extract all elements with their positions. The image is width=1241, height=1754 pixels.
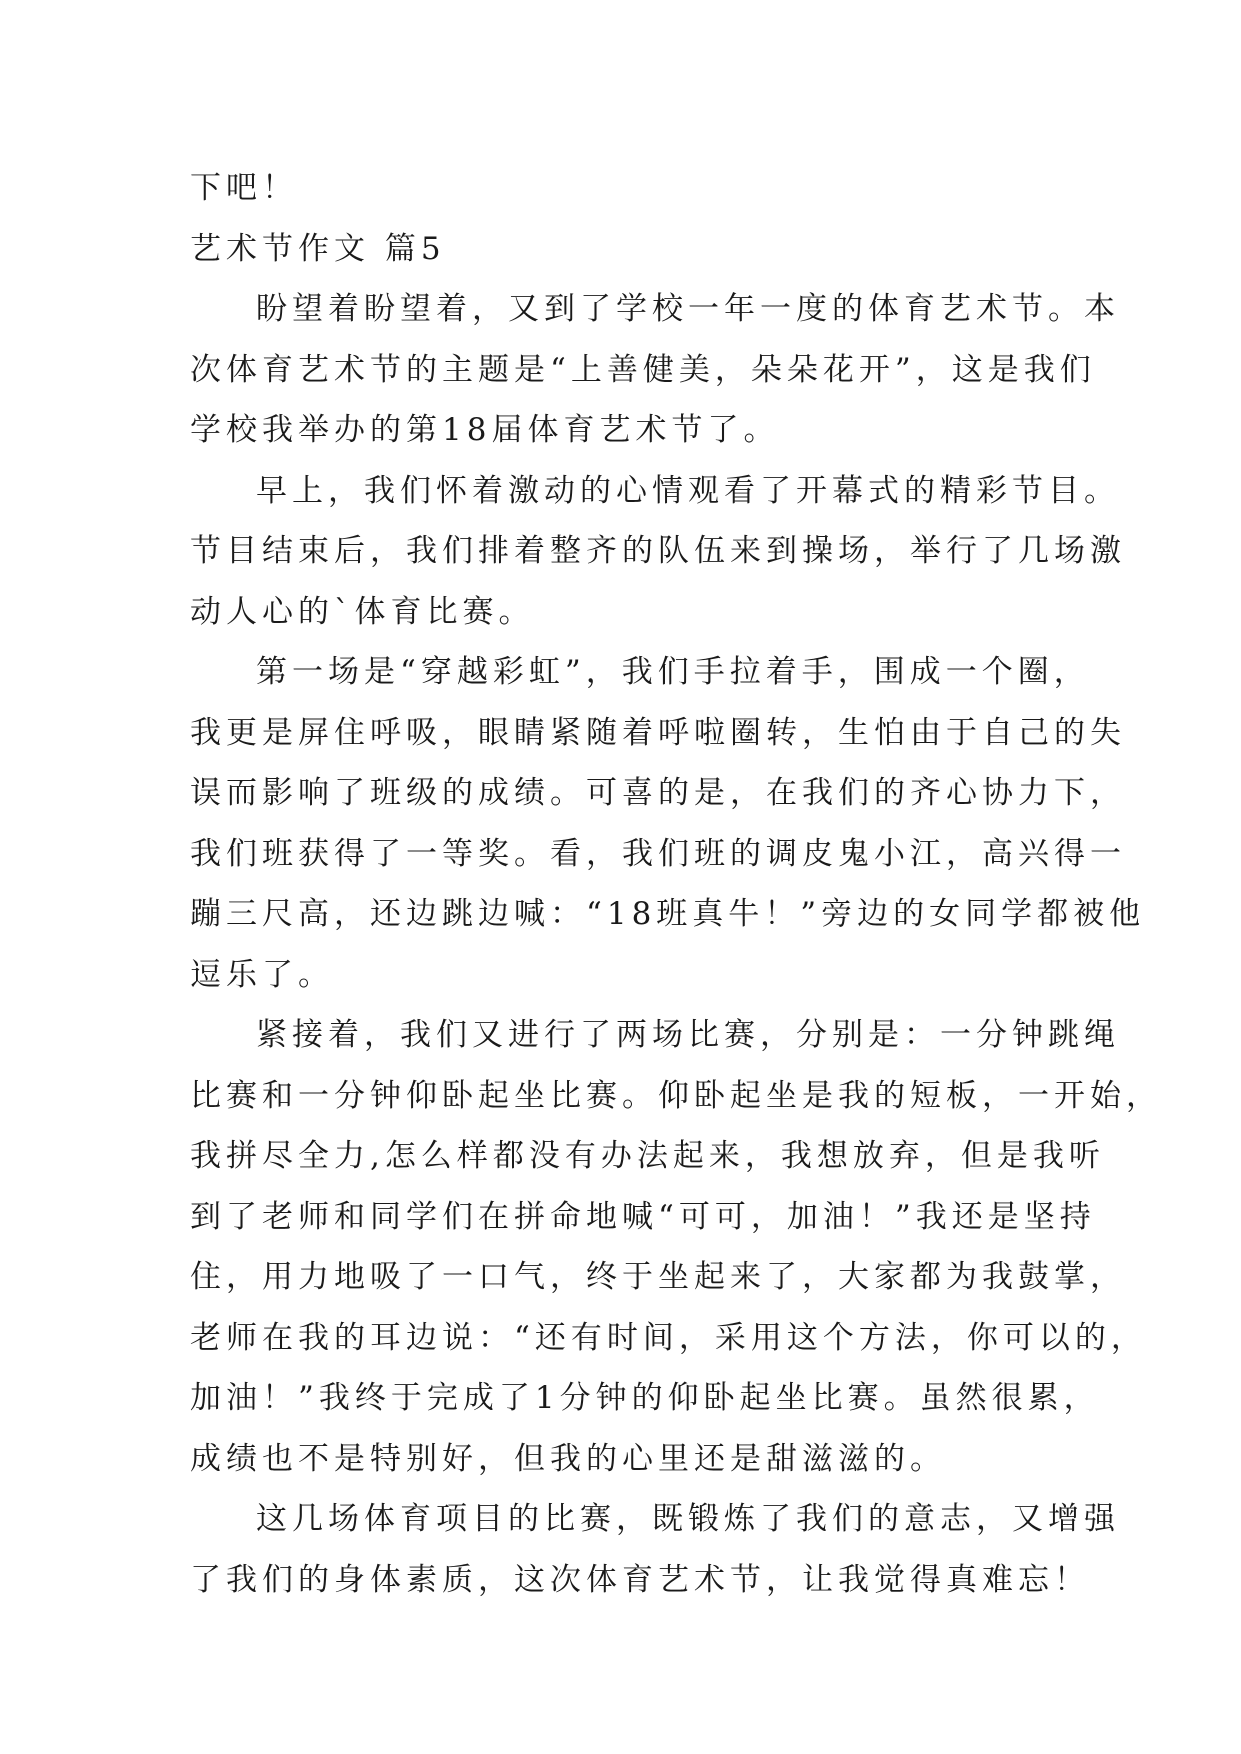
text-line: 我们班获得了一等奖。看，我们班的调皮鬼小江，高兴得一 [190,835,1126,872]
text-line: 老师在我的耳边说：“还有时间，采用这个方法，你可以的， [190,1319,1147,1356]
paragraph-start: 这几场体育项目的比赛，既锻炼了我们的意志，又增强 [256,1501,1120,1537]
essay-title: 艺术节作文 篇5 [190,230,446,267]
paragraph-start: 早上，我们怀着激动的心情观看了开幕式的精彩节目。 [256,472,1120,509]
text-line: 成绩也不是特别好，但我的心里还是甜滋滋的。 [190,1440,946,1477]
text-line: 逗乐了。 [190,956,334,993]
text-line: 误而影响了班级的成绩。可喜的是，在我们的齐心协力下， [190,775,1126,811]
text-line: 我更是屏住呼吸，眼睛紧随着呼啦圈转，生怕由于自己的失 [190,714,1126,751]
text-line: 节目结束后，我们排着整齐的队伍来到操场，举行了几场激 [190,533,1126,569]
document-body [190,158,1162,1610]
text-line: 蹦三尺高，还边跳边喊：“18班真牛！”旁边的女同学都被他 [190,896,1146,932]
text-line: 动人心的`体育比赛。 [190,593,535,630]
paragraph-start: 紧接着，我们又进行了两场比赛，分别是：一分钟跳绳 [256,1017,1120,1053]
text-line: 学校我举办的第18届体育艺术节了。 [190,412,780,448]
text-line: 下吧！ [190,170,298,206]
paragraph-start: 第一场是“穿越彩虹”，我们手拉着手，围成一个圈， [256,654,1090,690]
text-line: 到了老师和同学们在拼命地喊“可可，加油！”我还是坚持 [190,1198,1096,1235]
text-line: 了我们的身体素质，这次体育艺术节，让我觉得真难忘！ [190,1561,1090,1598]
text-line: 加油！”我终于完成了1分钟的仰卧起坐比赛。虽然很累， [190,1380,1100,1416]
text-line: 住，用力地吸了一口气，终于坐起来了，大家都为我鼓掌， [190,1259,1126,1295]
text-line: 比赛和一分钟仰卧起坐比赛。仰卧起坐是我的短板，一开始， [190,1077,1162,1114]
text-line: 次体育艺术节的主题是“上善健美，朵朵花开”，这是我们 [190,351,1096,388]
text-line: 我拼尽全力,怎么样都没有办法起来，我想放弃，但是我听 [190,1138,1105,1174]
paragraph-start: 盼望着盼望着，又到了学校一年一度的体育艺术节。本 [256,291,1120,327]
